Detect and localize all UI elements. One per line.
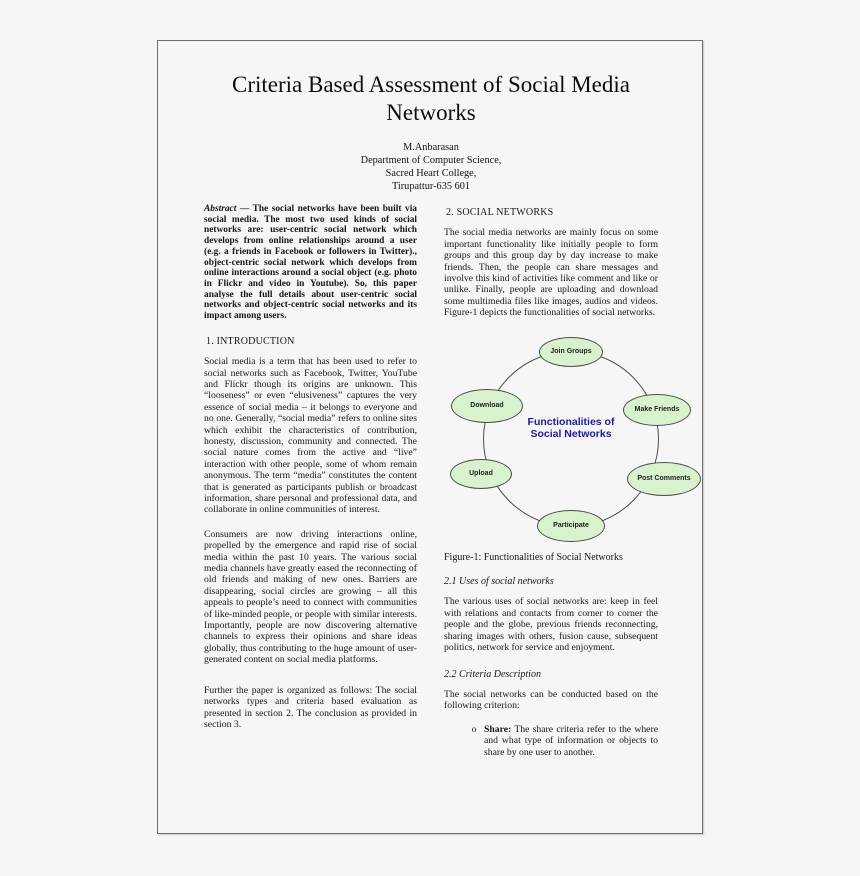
introduction-paragraph-2: Consumers are now driving interactions online, propelled by the emergence and rapid rise of social media within the past 10 years. The various social media channels have greatly eased the reconnecting of old friends and making of new ones. Barriers are disappearing, social circles are growing – all this appeals to people’s need to connect with communities of like-minded people, or people with similar interests. Importantly, people are now discovering alternative channels to express their opinions and share ideas globally, thus contributing to the huge amount of user-generated content on social media platforms.: [204, 528, 417, 666]
figure-node-label: Upload: [469, 469, 493, 477]
author-name: M.Anbarasan: [403, 142, 459, 153]
section-heading-introduction: 1. INTRODUCTION: [206, 335, 295, 347]
bullet-item-share: [464, 724, 658, 758]
abstract-label: Abstract: [204, 204, 237, 214]
author-department: Department of Computer Science,: [360, 155, 502, 166]
figure-node-label: Participate: [553, 521, 589, 529]
paper-page: [157, 40, 703, 834]
bullet-description: The share criteria refer to the where and what type of information or objects to share by one user to another.: [484, 723, 658, 758]
criteria-paragraph: The social networks can be conducted based on the following criterion:: [444, 688, 658, 712]
figure-functionalities-diagram: [446, 330, 702, 546]
bullet-marker: o: [471, 723, 477, 735]
figure-center-label: [511, 416, 631, 440]
figure-node-label: Make Friends: [634, 405, 680, 413]
left-column: [204, 204, 417, 741]
introduction-paragraph-1: Social media is a term that has been used to refer to social networks such as Facebook, Twitter, YouTube and Flickr though its origins are unknown. This “looseness” or even “elusiveness” captures the very essence of social media – it belongs to everyone and no one. Generally, “social media” refers to online sites which exhibit the characteristics of contribution, honesty, discussion, community and connected. The social nature comes from the active and “live” interaction with other people, some of whom remain anonymous. The term “media” constitutes the content that is generated as participants publish or broadcast information, share personal and professional data, and collaborate in online communities of interest.: [204, 356, 417, 516]
introduction-paragraph-3: Further the paper is organized as follows: The social networks types and criteria based evaluation as presented in section 2. The conclusion as provided in section 3.: [204, 684, 417, 730]
section-heading-social-networks: 2. SOCIAL NETWORKS: [446, 207, 554, 218]
figure-node-download: [451, 389, 523, 423]
figure-node-label: Post Comments: [637, 474, 691, 482]
figure-center-line2: Social Networks: [530, 427, 612, 440]
right-column: [444, 204, 691, 758]
uses-paragraph: The various uses of social networks are: keep in feel with relations and contacts from corner to corner the people and the globe, previous friends reconnecting, sharing images with others, fusion cause, subsequent politics, network for service and enjoyment.: [444, 596, 658, 654]
social-networks-paragraph: The social media networks are mainly focus on some important functionality like initially people to form groups and this group day by day increase to make friends. Then, the people can share messages and involve this kind of activities like comment and like or unlike. Finally, people are uploading and download some multimedia files like images, audios and videos. Figure-1 depicts the functionalities of social networks.: [444, 227, 658, 319]
bullet-text: [484, 724, 658, 758]
figure-node-participate: [537, 510, 605, 542]
abstract-text: — The social networks have been built via social media. The most two used kinds of social networks are: user-centric social network which develops from online relationships around a user (e.g. a friends in Facebook or followers in Twitter)., object-centric social network which develops from online interactions around a social object (e.g. photo in Flickr and video in Youtube). So, this paper analyse the full details about user-centric social networks and object-centric social networks and its impact among users.: [204, 204, 417, 322]
author-city: Tirupattur-635 601: [391, 181, 471, 192]
figure-node-upload: [450, 459, 512, 489]
figure-node-join-groups: [539, 337, 603, 367]
figure-caption: Figure-1: Functionalities of Social Networks: [444, 551, 623, 563]
figure-node-post-comments: [627, 462, 701, 496]
abstract-paragraph: [204, 204, 417, 322]
figure-node-label: Download: [470, 401, 504, 409]
figure-node-make-friends: [623, 394, 691, 426]
subsection-heading-uses: 2.1 Uses of social networks: [444, 576, 554, 588]
author-block: [158, 141, 704, 193]
figure-center-line1: Functionalities of: [527, 415, 615, 428]
author-college: Sacred Heart College,: [385, 168, 477, 179]
figure-node-label: Join Groups: [550, 347, 592, 355]
paper-title: Criteria Based Assessment of Social Media Networks: [232, 72, 630, 125]
subsection-heading-criteria: 2.2 Criteria Description: [444, 668, 541, 680]
bullet-label: Share:: [484, 723, 512, 735]
